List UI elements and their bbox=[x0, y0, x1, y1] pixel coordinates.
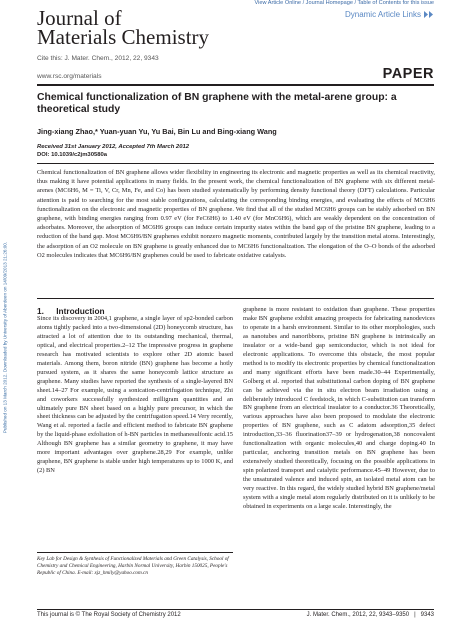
article-type-label: PAPER bbox=[382, 66, 434, 82]
abstract-top-rule bbox=[37, 163, 434, 164]
body-column-left: Since its discovery in 2004,1 graphene, a single layer of sp2-bonded carbon atoms tightly packed into a two-dimensional (2D) honeycomb structure, has attracted a lot of attention due to its outstanding mechanical, thermal, optical, and electrical properties.2–12 The impressive progress in graphene research has motivated scientists to explore other 2D atomic based materials. Among them, boron nitride (BN) graphene has become a hotly pursued system, as it shares the same honeycomb lattice structure as graphene. Many studies have reported the synthesis of a single-layered BN sheet.14–27 For example, using a sonication-centrifugation technique, Zhi and coworkers successfully synthesized milligram quantities and an ultimately pure BN sheet based on a highly pure precursor, in which the sheet thickness can be adjusted by the centrifugation speed.14 Very recently, Wang et al. reported a facile and efficient method to fabricate BN graphene by the liquid-phase exfoliation of h-BN particles in methanesulfonic acid.15 Although BN graphene has a similar geometry to graphene, it may have more important advantages over graphene.28,29 For example, unlike graphene, BN graphene is stable under high temperatures up to 1000 K, and (2) BN bbox=[37, 315, 233, 475]
article-dates: Received 31st January 2012, Accepted 7th March 2012 bbox=[37, 144, 190, 150]
body-column-right: graphene is more resistant to oxidation than graphene. These properties make BN graphene exhibit amazing prospects for fabricating nanodevices to operate in a harsh environment. Similar to its other morphologies, such as nanotubes and nanoribbons, pristine BN graphene is intrinsically an insulator or a wide-band gap semiconductor, which is not ideal for electronic applications. To overcome this obstacle, the most popular method is to modify its electronic properties by chemical functionalization and many significant efforts have been made.30–44 Experimentally, Golberg et al. reported that substitutional carbon doping of BN graphene can be achieved via the in situ electron beam irradiation using a deliberately introduced C feedstock, in which C-substitution can transform BN graphene from an electrical insulator to a conductor.36 Theoretically, various approaches have also been proposed to modulate the electronic properties of BN graphene, such as C adatom adsorption,35 defect introduction,33–36 fluorination37–39 or hydrogenation,38 noncovalent functionalization with organic molecules,40 and charge doping.40 In particular, anchoring transition metals on BN graphene has been extensively studied theoretically, focusing on the possible applications in spin polarized transport and catalytic performance.45–49 However, due to the unsaturated valence and induced spin, an isolated metal atom can be very reactive. In this regard, the widely studied hybrid BN graphene/metal system with a single metal atom regularly distributed on it is unlikely to be obtained in experiments on a large scale. Interestingly, the bbox=[243, 306, 435, 510]
article-authors: Jing-xiang Zhao,* Yuan-yuan Yu, Yu Bai, Bin Lu and Bing-xiang Wang bbox=[37, 127, 277, 136]
article-links-text[interactable]: View Article Online / Journal Homepage / Table of Contents for this issue bbox=[254, 0, 434, 6]
dynamic-article-links[interactable] bbox=[345, 10, 434, 19]
footer-journal-ref: J. Mater. Chem., 2012, 22, 9343–9350 bbox=[306, 612, 410, 618]
journal-url[interactable]: www.rsc.org/materials bbox=[37, 73, 102, 80]
publication-side-note bbox=[0, 175, 8, 505]
side-note-text: Published on 13 March 2012. Downloaded by University of Aberdeen on 14/09/2013 21:26:00. bbox=[2, 241, 8, 434]
journal-name-line1: Journal of bbox=[37, 6, 122, 30]
article-title: Chemical functionalization of BN graphene with the metal-arene group: a theoretical study bbox=[37, 92, 397, 115]
abstract-text: Chemical functionalization of BN graphene allows wider flexibility in engineering its electronic and magnetic properties as well as its chemical reactivity, thus making it have potential applications in many fields. In the present work, the chemical functionalization of BN graphene with six different metal-arenes (MC6H6, M = Ti, V, Cr, Mn, Fe, and Co) has been studied systematically by performing density functional theory (DFT) calculations. Particular attention is paid to searching for the most stable configurations, calculating the corresponding binding energies, and evaluating the effects of MC6H6 functionalization on the electronic and magnetic properties of BN graphene. We find that all of the studied MC6H6 groups can be stably adsorbed on BN graphene, with binding energies ranging from 0.97 eV (for FeC6H6) to 1.40 eV (for MnC6H6), which are weakly dependent on the concentration of adsorbates. Moreover, the adsorption of MC6H6 groups can induce certain impurity states within the band gap of the pristine BN graphene, leading to a reduction of the band gap. Most MC6H6/BN graphenes exhibit nonzero magnetic moments, contributed largely by the transition metal atoms. Interestingly, the adsorption of an O2 molecule on BN graphene is greatly enhanced due to MC6H6 functionalization. The elongation of the O–O bonds of the adsorbed O2 molecules indicates that MC6H6/BN graphenes could be used to fabricate oxidative catalysts. bbox=[37, 169, 435, 259]
citation-line: Cite this: J. Mater. Chem., 2012, 22, 9343 bbox=[37, 55, 159, 62]
affiliation-rule bbox=[37, 552, 233, 553]
footer-rule bbox=[37, 609, 434, 610]
footer-separator: | bbox=[414, 612, 416, 618]
footer-copyright: This journal is © The Royal Society of Chemistry 2012 bbox=[37, 612, 181, 618]
page-number: 9343 bbox=[420, 612, 434, 618]
affiliation-footnote: Key Lab for Design & Synthesis of Functionalized Materials and Green Catalysis, School of Chemistry and Chemical Engineering, Harbin Normal University, Harbin 150025, People's Republic of China. E-mail: xjz_hmily@yahoo.com.cn bbox=[37, 556, 229, 576]
dynamic-links-label[interactable]: Dynamic Article Links bbox=[344, 10, 421, 19]
article-doi[interactable]: DOI: 10.1039/c2jm30580a bbox=[37, 152, 108, 158]
article-links[interactable] bbox=[254, 0, 434, 6]
journal-name bbox=[37, 6, 210, 49]
journal-name-line2: Materials Chemistry bbox=[37, 25, 210, 49]
section-title: Introduction bbox=[56, 306, 105, 316]
header-rule bbox=[37, 84, 434, 86]
chevron-arrows-icon bbox=[424, 11, 434, 18]
footer-citation bbox=[307, 612, 434, 618]
abstract-bottom-rule bbox=[37, 298, 434, 299]
section-number: 1. bbox=[37, 306, 44, 316]
